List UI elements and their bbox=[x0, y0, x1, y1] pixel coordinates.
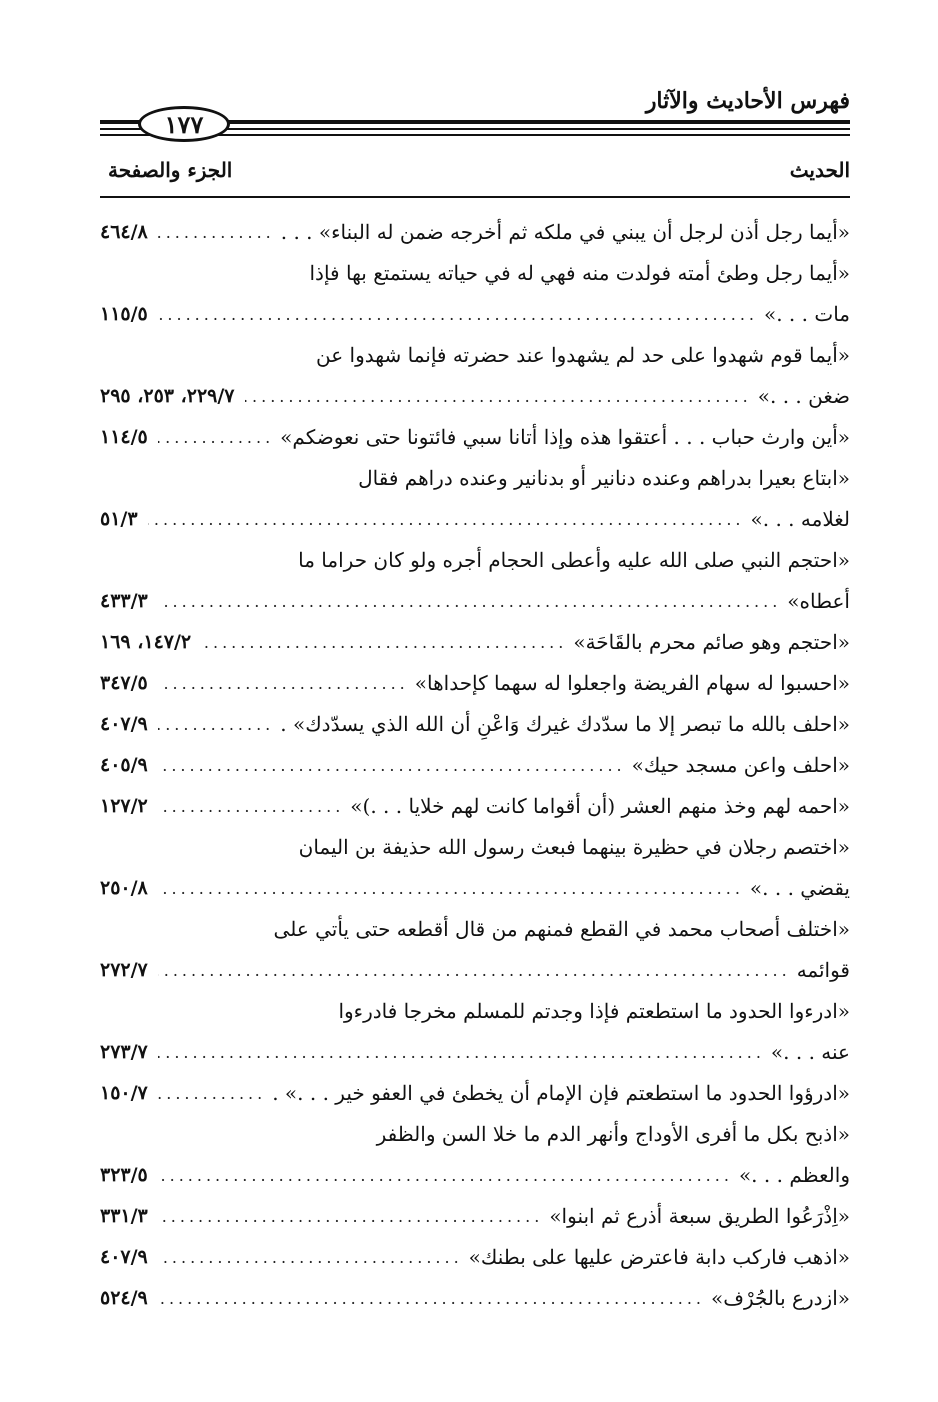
entry-reference: ٤٣٣/٣ bbox=[100, 581, 158, 622]
entry-line bbox=[100, 212, 850, 253]
index-entry bbox=[100, 253, 850, 335]
entry-line bbox=[100, 1155, 850, 1196]
index-entry bbox=[100, 704, 850, 745]
entry-text: عنه . . .» bbox=[770, 1040, 850, 1064]
entry-line bbox=[100, 909, 850, 950]
leader-dots bbox=[100, 745, 626, 786]
entry-reference: ٤٠٥/٩ bbox=[100, 745, 158, 786]
entry-reference: ٢٧٢/٧ bbox=[100, 950, 158, 991]
leader-dots bbox=[100, 950, 791, 991]
index-entry bbox=[100, 1114, 850, 1196]
entry-line bbox=[100, 458, 850, 499]
entry-text: قوائمه bbox=[796, 958, 850, 982]
entry-text: «احتجم وهو صائم محرم بالقَاحَة» bbox=[573, 630, 850, 654]
index-entry bbox=[100, 622, 850, 663]
index-entry bbox=[100, 786, 850, 827]
entry-reference: ٤٦٤/٨ bbox=[100, 212, 158, 253]
entry-line bbox=[100, 1237, 850, 1278]
index-entry bbox=[100, 335, 850, 417]
index-entry bbox=[100, 458, 850, 540]
entry-line bbox=[100, 1032, 850, 1073]
entry-text: «احسبوا له سهام الفريضة واجعلوا له سهما كإحداها» bbox=[414, 671, 850, 695]
entry-reference: ١١٥/٥ bbox=[100, 294, 158, 335]
entry-text: «اِذْرَعُوا الطريق سبعة أذرع ثم ابنوا» bbox=[549, 1204, 850, 1228]
leader-dots bbox=[100, 868, 744, 909]
entry-line bbox=[100, 335, 850, 376]
column-header-rule bbox=[100, 196, 850, 198]
entry-reference: ٣٣١/٣ bbox=[100, 1196, 158, 1237]
leader-dots bbox=[100, 1196, 543, 1237]
entry-text: «أيما رجل وطئ أمته فولدت منه فهي له في حياته يستمتع بها فإذا bbox=[309, 261, 850, 285]
entry-reference: ١١٤/٥ bbox=[100, 417, 158, 458]
index-entry bbox=[100, 991, 850, 1073]
index-entry bbox=[100, 417, 850, 458]
leader-dots bbox=[100, 1278, 705, 1319]
entry-reference: ٤٠٧/٩ bbox=[100, 704, 158, 745]
index-entry bbox=[100, 827, 850, 909]
entry-line bbox=[100, 950, 850, 991]
entry-line bbox=[100, 786, 850, 827]
column-header-hadith: الحديث bbox=[789, 158, 850, 182]
entry-text: «اذهب فاركب دابة فاعترض عليها على بطنك» bbox=[468, 1245, 850, 1269]
entry-text: «أيما قوم شهدوا على حد لم يشهدوا عند حضرته فإنما شهدوا عن bbox=[316, 343, 850, 367]
entry-reference: ٢٧٣/٧ bbox=[100, 1032, 158, 1073]
entry-text: «احلف واعن مسجد حيك» bbox=[631, 753, 850, 777]
entry-text: «احتجم النبي صلى الله عليه وأعطى الحجام أجره ولو كان حراما ما bbox=[298, 548, 850, 572]
index-entry bbox=[100, 1278, 850, 1319]
entry-line bbox=[100, 294, 850, 335]
entry-line bbox=[100, 704, 850, 745]
entry-text: «احلف بالله ما تبصر إلا ما سدّدك غيرك وَاعْنِ أن الله الذي يسدّدك» . bbox=[280, 712, 850, 736]
entry-line bbox=[100, 745, 850, 786]
entry-line bbox=[100, 581, 850, 622]
index-entry bbox=[100, 1237, 850, 1278]
entry-reference: ١٤٧/٢، ١٦٩ bbox=[100, 622, 201, 663]
entry-line bbox=[100, 663, 850, 704]
entry-line bbox=[100, 540, 850, 581]
entry-reference: ٥١/٣ bbox=[100, 499, 148, 540]
entry-line bbox=[100, 622, 850, 663]
entry-text: «ادرءوا الحدود ما استطعتم فإذا وجدتم للمسلم مخرجا فادرءوا bbox=[338, 999, 850, 1023]
entry-line bbox=[100, 991, 850, 1032]
entry-text: لغلامه . . .» bbox=[750, 507, 850, 531]
index-entry bbox=[100, 745, 850, 786]
entry-reference: ٥٢٤/٩ bbox=[100, 1278, 158, 1319]
index-entry bbox=[100, 540, 850, 622]
entry-reference: ٣٤٧/٥ bbox=[100, 663, 158, 704]
entry-line bbox=[100, 253, 850, 294]
running-title: فهرس الأحاديث والآثار bbox=[645, 88, 850, 114]
entry-line bbox=[100, 1073, 850, 1114]
entry-line bbox=[100, 1196, 850, 1237]
index-entry bbox=[100, 1196, 850, 1237]
entry-reference: ٢٢٩/٧، ٢٥٣، ٢٩٥ bbox=[100, 376, 245, 417]
leader-dots bbox=[100, 294, 758, 335]
entry-reference: ٣٢٣/٥ bbox=[100, 1155, 158, 1196]
leader-dots bbox=[100, 1032, 765, 1073]
index-entries bbox=[100, 212, 850, 1319]
entry-text: مات . . .» bbox=[763, 302, 850, 326]
entry-text: «أيما رجل أذن لرجل أن يبني في ملكه ثم أخرجه ضمن له البناء» . . . bbox=[280, 220, 850, 244]
entry-reference: ٢٥٠/٨ bbox=[100, 868, 158, 909]
leader-dots bbox=[100, 1155, 733, 1196]
entry-reference: ٤٠٧/٩ bbox=[100, 1237, 158, 1278]
entry-text: «اختصم رجلان في حظيرة بينهما فبعث رسول الله حذيفة بن اليمان bbox=[298, 835, 850, 859]
index-entry bbox=[100, 1073, 850, 1114]
index-entry bbox=[100, 212, 850, 253]
entry-reference: ١٥٠/٧ bbox=[100, 1073, 158, 1114]
entry-line bbox=[100, 1278, 850, 1319]
entry-text: أعطاه» bbox=[787, 589, 850, 613]
entry-text: «ابتاع بعيرا بدراهم وعنده دنانير أو بدنانير وعنده دراهم فقال bbox=[358, 466, 850, 490]
entry-text: «ادرؤوا الحدود ما استطعتم فإن الإمام أن يخطئ في العفو خير . . .» . bbox=[272, 1081, 850, 1105]
entry-line bbox=[100, 499, 850, 540]
entry-reference: ١٢٧/٢ bbox=[100, 786, 158, 827]
entry-line bbox=[100, 417, 850, 458]
column-header-reference: الجزء والصفحة bbox=[108, 158, 233, 182]
entry-text: «اختلف أصحاب محمد في القطع فمنهم من قال أقطعه حتى يأتي على bbox=[273, 917, 850, 941]
entry-text: «أين وارث حباب . . . أعتقوا هذه وإذا أتانا سبي فائتونا حتى نعوضكم» bbox=[280, 425, 850, 449]
entry-text: «اذبح بكل ما أفرى الأوداج وأنهر الدم ما خلا السن والظفر bbox=[376, 1122, 850, 1146]
entry-text: ضغن . . .» bbox=[757, 384, 850, 408]
entry-line bbox=[100, 868, 850, 909]
index-entry bbox=[100, 663, 850, 704]
entry-text: يقضي . . .» bbox=[749, 876, 850, 900]
leader-dots bbox=[100, 499, 745, 540]
entry-text: «احمه لهم وخذ منهم العشر (أن أقواما كانت لهم خلايا . . .)» bbox=[350, 794, 850, 818]
entry-line bbox=[100, 1114, 850, 1155]
entry-text: «ازدرع بالجُرْف» bbox=[711, 1286, 850, 1310]
entry-line bbox=[100, 827, 850, 868]
entry-text: والعظم . . .» bbox=[738, 1163, 850, 1187]
page-number: ١٧٧ bbox=[138, 106, 230, 142]
leader-dots bbox=[100, 581, 781, 622]
index-entry bbox=[100, 909, 850, 991]
